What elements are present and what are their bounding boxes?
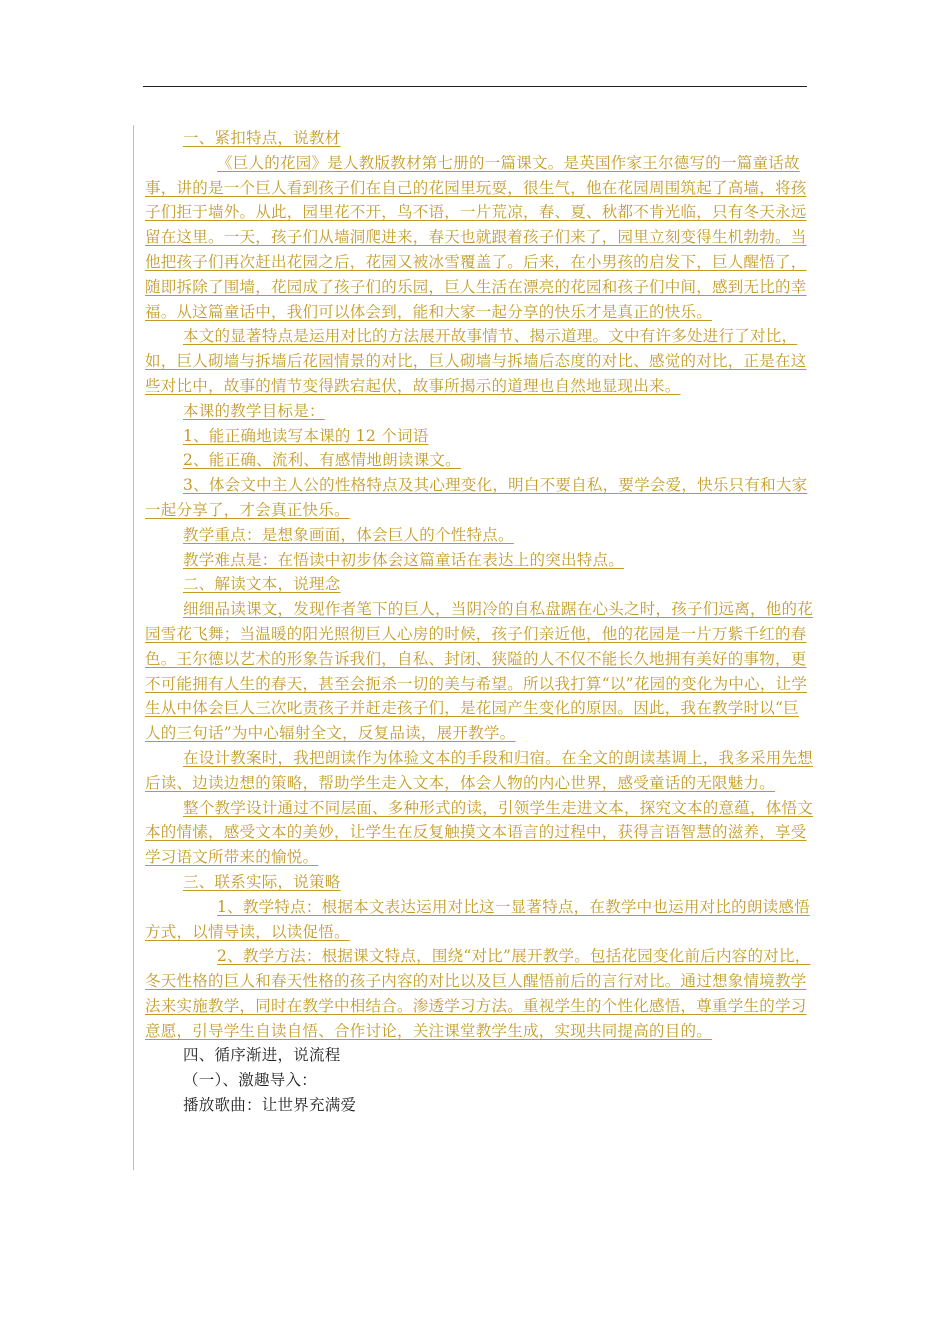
- goals-label: 本课的教学目标是：: [183, 401, 325, 420]
- paragraph: 整个教学设计通过不同层面、多种形式的读，引领学生走进文本，探究文本的意蕴，体悟文本的情愫，感受文本的美妙，让学生在反复触摸文本语言的过程中，获得言语智慧的滋养，享受学习语文所带来的愉悦。: [145, 798, 814, 867]
- subsection-heading: （一）、激趣导入：: [183, 1071, 318, 1090]
- teaching-difficulty: 教学难点是：在悟读中初步体会这篇童话在表达上的突出特点。: [183, 550, 625, 569]
- section-1-heading: 一、紧扣特点，说教材: [183, 129, 341, 147]
- paragraph: 《巨人的花园》是人教版教材第七册的一篇课文。是英国作家王尔德写的一篇童话故事，讲的是一个巨人看到孩子们在自己的花园里玩耍，很生气，他在花园周围筑起了高墙，将孩子们拒于墙外。从此，园里花不开，鸟不语，一片荒凉，春、夏、秋都不肯光临，只有冬天永远留在这里。一天，孩子们从墙洞爬进来，春天也就跟着孩子们来了，园里立刻变得生机勃勃。当他把孩子们再次赶出花园之后，花园又被冰雪覆盖了。后来，在小男孩的启发下，巨人醒悟了，随即拆除了围墙，花园成了孩子们的乐园，巨人生活在漂亮的花园和孩子们中间，感到无比的幸福。从这篇童话中，我们可以体会到，能和大家一起分享的快乐才是真正的快乐。: [145, 153, 807, 321]
- header-rule: [143, 86, 807, 87]
- document-body: [145, 126, 813, 1118]
- paragraph: 1、教学特点：根据本文表达运用对比这一显著特点，在教学中也运用对比的朗读感悟方式，以情导读，以读促悟。: [145, 897, 810, 941]
- paragraph: 本文的显著特点是运用对比的方法展开故事情节、揭示道理。文中有许多处进行了对比，如，巨人砌墙与拆墙后花园情景的对比，巨人砌墙与拆墙后态度的对比、感觉的对比，正是在这些对比中，故事的情节变得跌宕起伏，故事所揭示的道理也自然地显现出来。: [145, 327, 807, 395]
- section-3-heading: 三、联系实际，说策略: [183, 872, 341, 891]
- paragraph: 在设计教案时，我把朗读作为体验文本的手段和归宿。在全文的朗读基调上，我多采用先想后读、边读边想的策略，帮助学生走入文本，体会人物的内心世界，感受童话的无限魅力。: [145, 748, 814, 792]
- paragraph: 细细品读课文，发现作者笔下的巨人，当阴冷的自私盘踞在心头之时，孩子们远离，他的花园雪花飞舞；当温暖的阳光照彻巨人心房的时候，孩子们亲近他，他的花园是一片万紫千红的春色。王尔德以艺术的形象告诉我们，自私、封闭、狭隘的人不仅不能长久地拥有美好的事物，更不可能拥有人生的春天，甚至会扼杀一切的美与希望。所以我打算“以”花园的变化为中心，让学生从中体会巨人三次叱责孩子并赶走孩子们，是花园产生变化的原因。因此，我在教学时以“巨人的三句话”为中心辐射全文，反复品读，展开教学。: [145, 600, 814, 743]
- section-2-heading: 二、解读文本，说理念: [183, 575, 341, 594]
- paragraph: 播放歌曲：让世界充满爱: [183, 1096, 357, 1115]
- revision-bar: [133, 125, 134, 1170]
- paragraph: 2、教学方法：根据课文特点，围绕“对比”展开教学。包括花园变化前后内容的对比，冬天性格的巨人和春天性格的孩子内容的对比以及巨人醒悟前后的言行对比。通过想象情境教学法来实施教学，同时在教学中相结合。渗透学习方法。重视学生的个性化感悟，尊重学生的学习意愿，引导学生自读自悟、合作讨论，关注课堂教学生成，实现共同提高的目的。: [145, 947, 811, 1040]
- goal-item: 2、能正确、流利、有感情地朗读课文。: [183, 451, 461, 470]
- goal-item: 1、能正确地读写本课的 12 个词语: [183, 426, 429, 445]
- section-4-heading: 四、循序渐进，说流程: [183, 1046, 341, 1065]
- teaching-key-point: 教学重点：是想象画面，体会巨人的个性特点。: [183, 525, 514, 544]
- goal-item: 3、体会文中主人公的性格特点及其心理变化，明白不要自私，要学会爱，快乐只有和大家一起分享了，才会真正快乐。: [145, 476, 808, 519]
